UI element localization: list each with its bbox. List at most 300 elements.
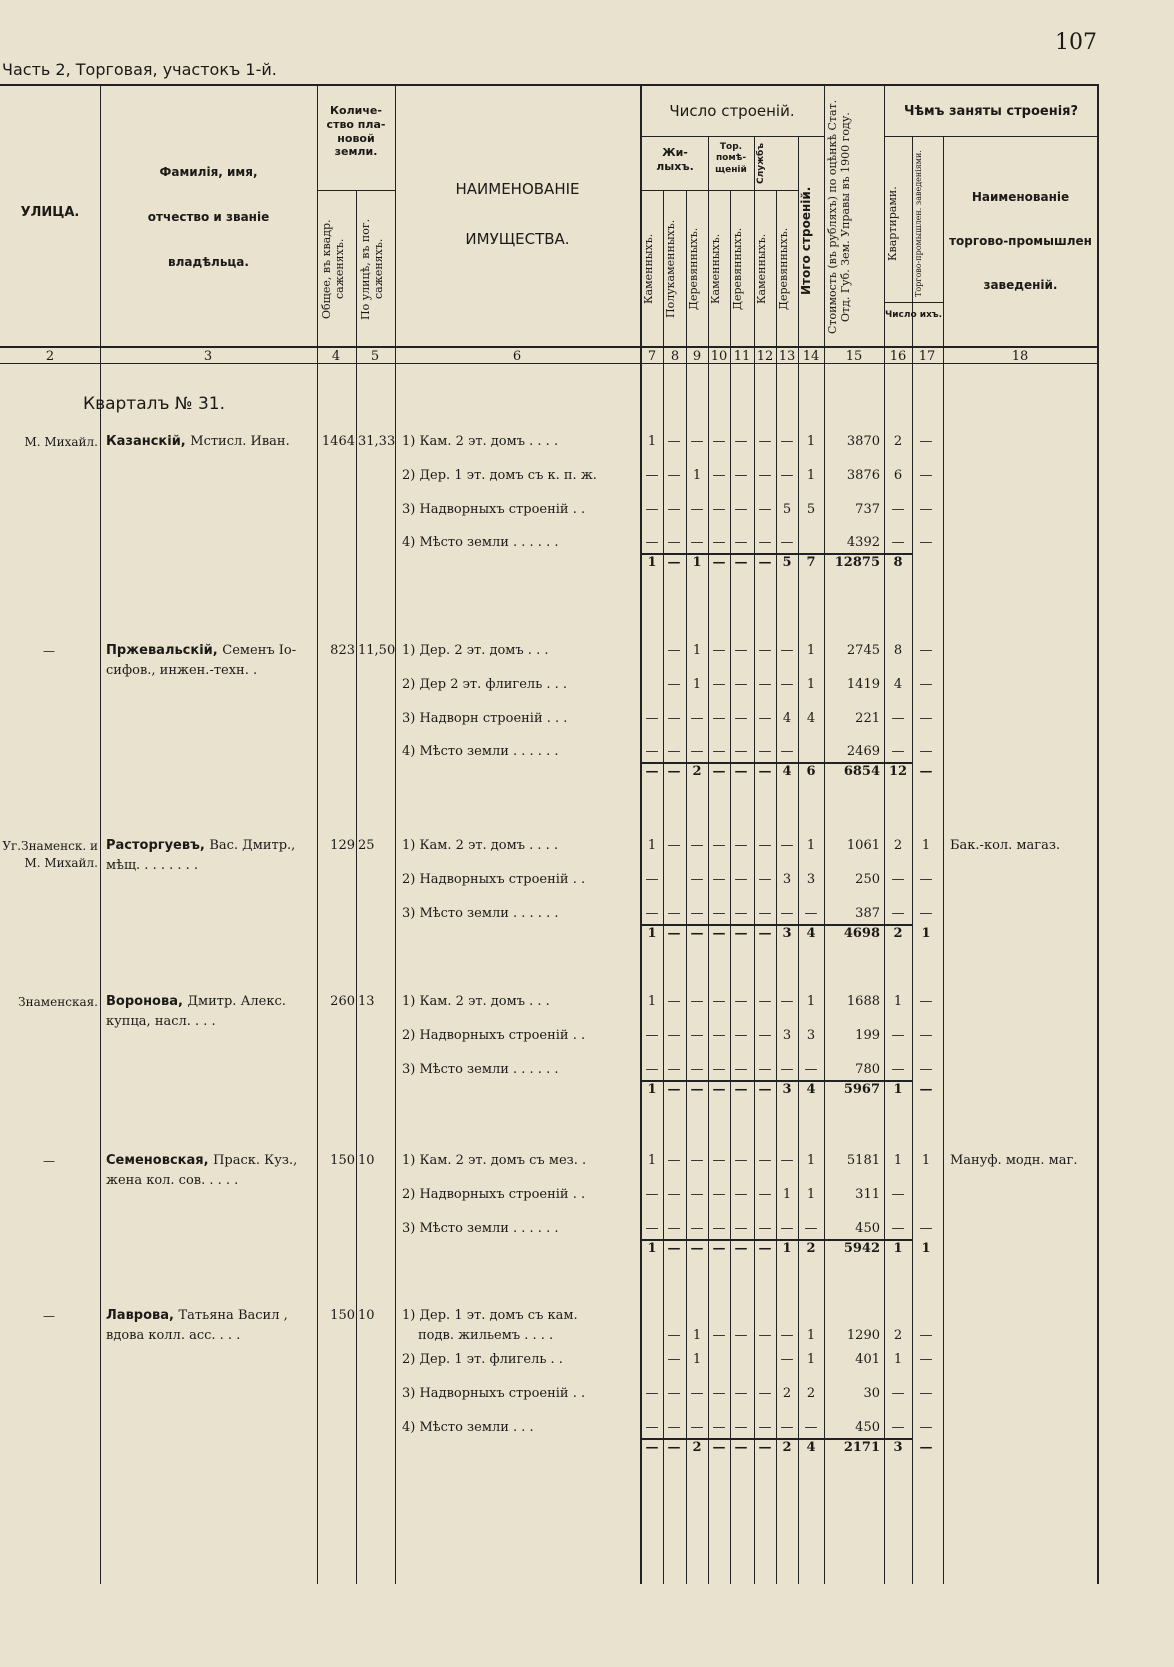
total-buildings: 1 bbox=[806, 1187, 816, 1202]
building-count: — bbox=[690, 502, 704, 517]
value-rubles: 1419 bbox=[846, 677, 880, 692]
building-count: — bbox=[645, 872, 659, 887]
building-count: — bbox=[758, 1328, 772, 1343]
building-count: — bbox=[667, 1328, 681, 1343]
total-count: — bbox=[712, 555, 726, 570]
building-count: — bbox=[734, 1187, 748, 1202]
total-count: 2 bbox=[692, 1440, 702, 1455]
total-buildings: — bbox=[804, 1221, 818, 1236]
header-owner-3: владѣльца. bbox=[168, 255, 249, 269]
total-count: 1 bbox=[647, 1241, 657, 1256]
owner-name: Казанскій, Мстисл. Иван. bbox=[106, 434, 290, 449]
establishment-name: Мануф. модн. маг. bbox=[950, 1153, 1078, 1168]
establishments-count: — bbox=[919, 677, 933, 692]
building-count: 1 bbox=[692, 643, 702, 658]
establishments-count: — bbox=[919, 872, 933, 887]
building-count: — bbox=[712, 838, 726, 853]
header-land-street: По улицѣ, въ пог. саженяхъ. bbox=[359, 218, 386, 320]
property-item: 1) Кам. 2 эт. домъ . . . . bbox=[402, 838, 559, 853]
establishments-count: — bbox=[919, 1420, 933, 1435]
building-count: — bbox=[734, 872, 748, 887]
total-count: — bbox=[734, 1241, 748, 1256]
apartments-count: 1 bbox=[893, 1352, 903, 1367]
building-count: 1 bbox=[647, 434, 657, 449]
header-trade-est: Торгово-промышлен. заведеніями. bbox=[914, 150, 923, 298]
value-rubles: 221 bbox=[855, 711, 880, 726]
grand-total-value: 2171 bbox=[843, 1440, 880, 1455]
building-count: — bbox=[758, 1187, 772, 1202]
building-count: — bbox=[758, 744, 772, 759]
building-count: — bbox=[712, 1153, 726, 1168]
total-buildings: 1 bbox=[806, 1153, 816, 1168]
running-head: Часть 2, Торговая, участокъ 1-й. bbox=[2, 60, 277, 79]
header-owner-1: Фамилія, имя, bbox=[159, 165, 258, 179]
establishments-count: — bbox=[919, 994, 933, 1009]
grand-total-buildings: 6 bbox=[806, 764, 816, 779]
column-number: 3 bbox=[203, 349, 213, 364]
property-item-cont: подв. жильемъ . . . . bbox=[418, 1328, 554, 1343]
total-buildings: 1 bbox=[806, 838, 816, 853]
header-est-name-1: Наименованіе bbox=[971, 190, 1070, 204]
building-count: — bbox=[758, 906, 772, 921]
establishments-count: — bbox=[919, 1221, 933, 1236]
property-item: 2) Дер. 1 эт. флигель . . bbox=[402, 1352, 563, 1367]
property-item: 2) Надворныхъ строеній . . bbox=[402, 872, 586, 887]
column-number: 5 bbox=[370, 349, 380, 364]
header-wooden-2: Деревянныхъ. bbox=[731, 227, 744, 311]
total-count: 1 bbox=[647, 926, 657, 941]
building-count: — bbox=[758, 535, 772, 550]
property-item: 2) Надворныхъ строеній . . bbox=[402, 1187, 586, 1202]
apartments-count: 4 bbox=[893, 677, 903, 692]
total-buildings: 1 bbox=[806, 994, 816, 1009]
land-area: 150 bbox=[330, 1153, 355, 1168]
header-buildings-count: Число строеній. bbox=[669, 102, 795, 120]
total-apartments: 8 bbox=[893, 555, 903, 570]
establishments-count: — bbox=[919, 468, 933, 483]
building-count: — bbox=[645, 1187, 659, 1202]
property-item: 2) Дер. 1 эт. домъ съ к. п. ж. bbox=[402, 468, 597, 483]
grand-total-buildings: 2 bbox=[806, 1241, 816, 1256]
owner-name: Семеновская, Праск. Куз., bbox=[106, 1153, 298, 1168]
total-buildings: — bbox=[804, 906, 818, 921]
total-apartments: 1 bbox=[893, 1241, 903, 1256]
establishments-count: — bbox=[919, 744, 933, 759]
building-count: — bbox=[780, 744, 794, 759]
building-count: — bbox=[734, 468, 748, 483]
header-est-name-2: торгово-промышлен bbox=[949, 234, 1092, 248]
building-count: — bbox=[734, 1386, 748, 1401]
building-count: — bbox=[667, 1187, 681, 1202]
value-rubles: 5181 bbox=[846, 1153, 880, 1168]
building-count: — bbox=[667, 1420, 681, 1435]
building-count: — bbox=[667, 535, 681, 550]
total-count: — bbox=[667, 1082, 681, 1097]
column-number: 16 bbox=[889, 349, 907, 364]
apartments-count: 2 bbox=[893, 838, 903, 853]
total-count: 3 bbox=[782, 1082, 792, 1097]
building-count: — bbox=[734, 744, 748, 759]
total-buildings: 3 bbox=[806, 872, 816, 887]
building-count: — bbox=[690, 1153, 704, 1168]
building-count: — bbox=[734, 502, 748, 517]
column-number: 14 bbox=[802, 349, 820, 364]
total-buildings: 1 bbox=[806, 1328, 816, 1343]
building-count: — bbox=[780, 1328, 794, 1343]
building-count: — bbox=[758, 994, 772, 1009]
header-count-label: Число ихъ. bbox=[884, 310, 943, 320]
total-buildings: 1 bbox=[806, 434, 816, 449]
frontage: 13 bbox=[358, 994, 375, 1009]
street-name: Знаменская. bbox=[18, 995, 98, 1009]
total-count: — bbox=[667, 1241, 681, 1256]
property-item: 1) Кам. 2 эт. домъ . . . bbox=[402, 994, 550, 1009]
total-buildings: 5 bbox=[806, 502, 816, 517]
total-count: — bbox=[758, 926, 772, 941]
total-count: 2 bbox=[782, 1440, 792, 1455]
building-count: — bbox=[667, 502, 681, 517]
building-count: — bbox=[712, 1028, 726, 1043]
header-est-name-3: заведеній. bbox=[983, 278, 1058, 292]
establishments-count: — bbox=[919, 643, 933, 658]
building-count: — bbox=[712, 502, 726, 517]
establishments-count: 1 bbox=[921, 1153, 931, 1168]
total-count: — bbox=[734, 1082, 748, 1097]
property-item: 1) Кам. 2 эт. домъ съ мез. . bbox=[402, 1153, 587, 1168]
value-rubles: 1688 bbox=[846, 994, 880, 1009]
building-count: — bbox=[780, 468, 794, 483]
apartments-count: — bbox=[891, 906, 905, 921]
property-item: 3) Надворныхъ строеній . . bbox=[402, 502, 586, 517]
grand-total-value: 5967 bbox=[843, 1082, 880, 1097]
apartments-count: — bbox=[891, 1028, 905, 1043]
building-count: — bbox=[690, 994, 704, 1009]
property-item: 1) Дер. 2 эт. домъ . . . bbox=[402, 643, 549, 658]
total-count: 1 bbox=[692, 555, 702, 570]
frontage: 11,50 bbox=[358, 643, 396, 658]
building-count: — bbox=[712, 468, 726, 483]
building-count: — bbox=[645, 468, 659, 483]
column-number: 2 bbox=[45, 349, 55, 364]
street-name: — bbox=[43, 644, 55, 658]
establishments-count: — bbox=[919, 711, 933, 726]
total-count: — bbox=[758, 1241, 772, 1256]
building-count: 1 bbox=[647, 838, 657, 853]
total-count: 3 bbox=[782, 926, 792, 941]
building-count: — bbox=[734, 1062, 748, 1077]
owner-name-cont: вдова колл. асс. . . . bbox=[106, 1328, 241, 1343]
building-count: — bbox=[712, 643, 726, 658]
building-count: — bbox=[712, 535, 726, 550]
apartments-count: — bbox=[891, 502, 905, 517]
total-count: — bbox=[667, 926, 681, 941]
building-count: — bbox=[758, 1420, 772, 1435]
building-count: — bbox=[667, 1062, 681, 1077]
building-count: — bbox=[734, 434, 748, 449]
land-area: 129 bbox=[330, 838, 355, 853]
building-count: — bbox=[758, 468, 772, 483]
building-count: — bbox=[758, 1028, 772, 1043]
building-count: — bbox=[758, 1386, 772, 1401]
building-count: — bbox=[734, 643, 748, 658]
building-count: 1 bbox=[692, 1328, 702, 1343]
building-count: — bbox=[645, 1420, 659, 1435]
grand-total-value: 6854 bbox=[843, 764, 880, 779]
total-count: 2 bbox=[692, 764, 702, 779]
building-count: — bbox=[645, 502, 659, 517]
building-count: — bbox=[734, 1328, 748, 1343]
total-count: — bbox=[712, 1241, 726, 1256]
property-item: 3) Мѣсто земли . . . . . . bbox=[402, 906, 559, 921]
building-count: — bbox=[645, 1028, 659, 1043]
total-count: 5 bbox=[782, 555, 792, 570]
building-count: — bbox=[690, 535, 704, 550]
column-number: 8 bbox=[670, 349, 680, 364]
building-count: — bbox=[667, 994, 681, 1009]
building-count: — bbox=[780, 906, 794, 921]
apartments-count: — bbox=[891, 535, 905, 550]
building-count: — bbox=[712, 744, 726, 759]
building-count: — bbox=[645, 744, 659, 759]
building-count: — bbox=[667, 906, 681, 921]
owner-name-cont: сифов., инжен.-техн. . bbox=[106, 663, 258, 678]
total-establishments: — bbox=[919, 764, 933, 779]
building-count: — bbox=[780, 1221, 794, 1236]
total-buildings: 3 bbox=[806, 1028, 816, 1043]
header-land-total: Общее, въ квадр. саженяхъ. bbox=[320, 219, 347, 319]
value-rubles: 4392 bbox=[846, 535, 880, 550]
building-count: — bbox=[734, 1221, 748, 1236]
total-buildings: — bbox=[804, 1062, 818, 1077]
total-count: 1 bbox=[647, 1082, 657, 1097]
total-count: — bbox=[734, 1440, 748, 1455]
total-count: — bbox=[758, 1440, 772, 1455]
grand-total-buildings: 4 bbox=[806, 926, 816, 941]
building-count: — bbox=[690, 711, 704, 726]
building-count: — bbox=[780, 1153, 794, 1168]
column-number: 11 bbox=[733, 349, 751, 364]
property-item: 3) Мѣсто земли . . . . . . bbox=[402, 1062, 559, 1077]
building-count: — bbox=[667, 711, 681, 726]
building-count: 5 bbox=[782, 502, 792, 517]
header-stone-3: Каменныхъ. bbox=[755, 233, 768, 305]
building-count: — bbox=[758, 502, 772, 517]
building-count: 1 bbox=[692, 1352, 702, 1367]
building-count: — bbox=[712, 1328, 726, 1343]
building-count: — bbox=[690, 1221, 704, 1236]
building-count: 3 bbox=[782, 1028, 792, 1043]
total-count: — bbox=[734, 555, 748, 570]
building-count: — bbox=[667, 434, 681, 449]
total-count: — bbox=[690, 1082, 704, 1097]
building-count: — bbox=[690, 1386, 704, 1401]
building-count: 1 bbox=[647, 994, 657, 1009]
column-number: 4 bbox=[331, 349, 341, 364]
value-rubles: 30 bbox=[863, 1386, 880, 1401]
header-wooden: Деревянныхъ. bbox=[687, 227, 700, 311]
total-count: — bbox=[734, 764, 748, 779]
building-count: — bbox=[758, 711, 772, 726]
apartments-count: 8 bbox=[893, 643, 903, 658]
building-count: — bbox=[690, 1420, 704, 1435]
apartments-count: — bbox=[891, 711, 905, 726]
header-stone: Каменныхъ. bbox=[642, 233, 655, 305]
total-count: — bbox=[758, 1082, 772, 1097]
header-total-buildings: Итого строеній. bbox=[799, 186, 813, 296]
building-count: — bbox=[690, 434, 704, 449]
land-area: 150 bbox=[330, 1308, 355, 1323]
value-rubles: 1290 bbox=[846, 1328, 880, 1343]
apartments-count: — bbox=[891, 1386, 905, 1401]
establishments-count: — bbox=[919, 502, 933, 517]
column-number: 7 bbox=[647, 349, 657, 364]
total-apartments: 3 bbox=[893, 1440, 903, 1455]
column-number: 17 bbox=[918, 349, 936, 364]
owner-name-cont: мѣщ. . . . . . . . bbox=[106, 858, 199, 873]
building-count: 4 bbox=[782, 711, 792, 726]
building-count: — bbox=[667, 744, 681, 759]
building-count: — bbox=[734, 535, 748, 550]
total-buildings: 1 bbox=[806, 643, 816, 658]
owner-name-cont: жена кол. сов. . . . . bbox=[106, 1173, 239, 1188]
header-street: УЛИЦА. bbox=[20, 205, 80, 220]
frontage: 31,33 bbox=[358, 434, 396, 449]
value-rubles: 3876 bbox=[846, 468, 880, 483]
building-count: — bbox=[780, 677, 794, 692]
building-count: — bbox=[690, 906, 704, 921]
building-count: 1 bbox=[782, 1187, 792, 1202]
apartments-count: 1 bbox=[893, 994, 903, 1009]
column-number: 9 bbox=[692, 349, 702, 364]
building-count: — bbox=[734, 1028, 748, 1043]
total-apartments: 2 bbox=[893, 926, 903, 941]
column-number: 10 bbox=[710, 349, 728, 364]
apartments-count: — bbox=[891, 872, 905, 887]
total-establishments: — bbox=[919, 1440, 933, 1455]
establishments-count: — bbox=[919, 535, 933, 550]
building-count: — bbox=[734, 1153, 748, 1168]
total-count: — bbox=[667, 555, 681, 570]
column-number: 13 bbox=[778, 349, 796, 364]
building-count: — bbox=[645, 535, 659, 550]
building-count: 1 bbox=[692, 468, 702, 483]
building-count: — bbox=[690, 872, 704, 887]
building-count: — bbox=[780, 1352, 794, 1367]
value-rubles: 450 bbox=[855, 1420, 880, 1435]
establishments-count: — bbox=[919, 1352, 933, 1367]
total-establishments: 1 bbox=[921, 926, 931, 941]
header-stone-2: Каменныхъ. bbox=[709, 233, 722, 305]
header-service: Службъ bbox=[756, 142, 766, 184]
building-count: — bbox=[734, 677, 748, 692]
building-count: — bbox=[712, 906, 726, 921]
land-area: 823 bbox=[330, 643, 355, 658]
value-rubles: 311 bbox=[855, 1187, 880, 1202]
total-establishments: 1 bbox=[921, 1241, 931, 1256]
building-count: — bbox=[758, 1153, 772, 1168]
owner-name: Лаврова, Татьяна Васил , bbox=[106, 1308, 288, 1323]
value-rubles: 2469 bbox=[846, 744, 880, 759]
apartments-count: — bbox=[891, 1420, 905, 1435]
value-rubles: 2745 bbox=[846, 643, 880, 658]
value-rubles: 780 bbox=[855, 1062, 880, 1077]
grand-total-buildings: 4 bbox=[806, 1082, 816, 1097]
header-property-1: НАИМЕНОВАНІЕ bbox=[455, 180, 580, 198]
value-rubles: 737 bbox=[855, 502, 880, 517]
building-count: — bbox=[712, 994, 726, 1009]
building-count: — bbox=[690, 1062, 704, 1077]
building-count: — bbox=[758, 643, 772, 658]
frontage: 10 bbox=[358, 1153, 375, 1168]
total-count: — bbox=[712, 926, 726, 941]
establishments-count: — bbox=[919, 1028, 933, 1043]
header-land-qty: Количе-ство пла-новой земли. bbox=[326, 104, 386, 159]
apartments-count: — bbox=[891, 1062, 905, 1077]
total-buildings: 1 bbox=[806, 677, 816, 692]
total-buildings: 1 bbox=[806, 468, 816, 483]
total-buildings: — bbox=[804, 1420, 818, 1435]
building-count: 2 bbox=[782, 1386, 792, 1401]
apartments-count: 2 bbox=[893, 1328, 903, 1343]
total-count: — bbox=[690, 926, 704, 941]
property-item: 4) Мѣсто земли . . . . . . bbox=[402, 535, 559, 550]
header-apartments: Квартирами. bbox=[886, 186, 899, 262]
building-count: — bbox=[712, 677, 726, 692]
building-count: — bbox=[690, 838, 704, 853]
building-count: — bbox=[758, 872, 772, 887]
property-item: 4) Мѣсто земли . . . bbox=[402, 1420, 534, 1435]
building-count: — bbox=[645, 1221, 659, 1236]
establishments-count: — bbox=[919, 906, 933, 921]
apartments-count: 6 bbox=[893, 468, 903, 483]
building-count: — bbox=[734, 994, 748, 1009]
block-title: Кварталъ № 31. bbox=[83, 394, 226, 414]
total-count: 1 bbox=[782, 1241, 792, 1256]
total-count: — bbox=[690, 1241, 704, 1256]
building-count: — bbox=[667, 677, 681, 692]
building-count: — bbox=[780, 1062, 794, 1077]
header-occupied: Чѣмъ заняты строенія? bbox=[903, 104, 1079, 119]
building-count: — bbox=[780, 994, 794, 1009]
building-count: 1 bbox=[647, 1153, 657, 1168]
grand-total-value: 5942 bbox=[843, 1241, 880, 1256]
total-count: — bbox=[712, 764, 726, 779]
property-item: 3) Мѣсто земли . . . . . . bbox=[402, 1221, 559, 1236]
owner-name: Пржевальскій, Семенъ Іо- bbox=[106, 643, 297, 658]
total-count: — bbox=[758, 555, 772, 570]
column-number: 18 bbox=[1011, 349, 1029, 364]
total-count: — bbox=[645, 1440, 659, 1455]
building-count: — bbox=[712, 711, 726, 726]
header-residential: Жи-лыхъ. bbox=[656, 146, 694, 173]
building-count: — bbox=[758, 677, 772, 692]
building-count: — bbox=[667, 1028, 681, 1043]
building-count: — bbox=[734, 1420, 748, 1435]
owner-name: Расторгуевъ, Вас. Дмитр., bbox=[106, 838, 296, 853]
building-count: — bbox=[712, 1386, 726, 1401]
apartments-count: — bbox=[891, 744, 905, 759]
header-wooden-3: Деревянныхъ. bbox=[777, 227, 790, 311]
building-count: — bbox=[734, 838, 748, 853]
total-count: — bbox=[667, 764, 681, 779]
building-count: — bbox=[734, 906, 748, 921]
total-count: 1 bbox=[647, 555, 657, 570]
header-value: Стоимость (въ рубляхъ) по оцѣнкѣ Стат. Отд. Губ. Зем. Управы въ 1900 году. bbox=[826, 99, 853, 335]
value-rubles: 450 bbox=[855, 1221, 880, 1236]
building-count: — bbox=[645, 1062, 659, 1077]
value-rubles: 387 bbox=[855, 906, 880, 921]
establishments-count: — bbox=[919, 1328, 933, 1343]
